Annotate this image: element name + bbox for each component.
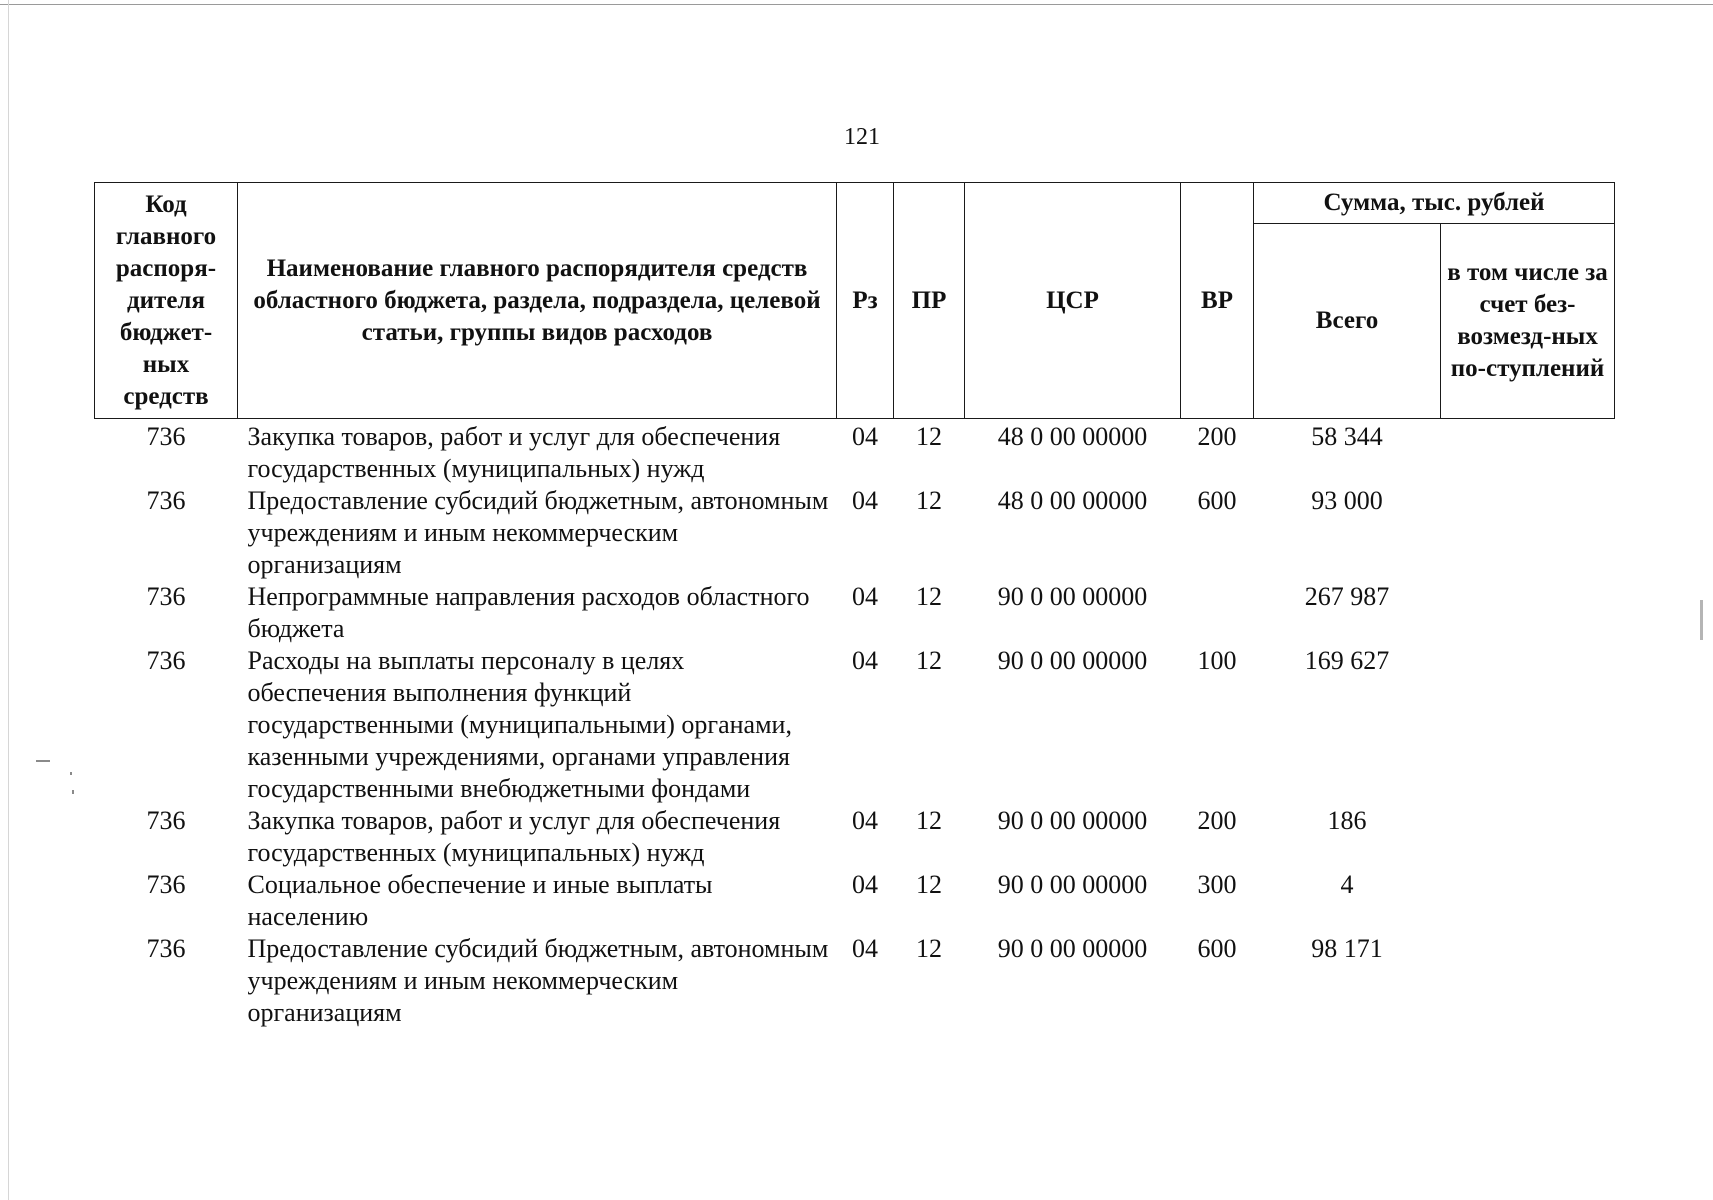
cell-name: Предоставление субсидий бюджетным, автономным учреждениям и иным некоммерческим организациям bbox=[247, 934, 829, 1027]
cell-rz: 04 bbox=[852, 486, 878, 515]
table-row bbox=[95, 869, 1615, 933]
cell-total: 4 bbox=[1340, 870, 1354, 899]
cell-rz: 04 bbox=[852, 646, 878, 675]
cell-name: Социальное обеспечение и иные выплаты населению bbox=[247, 870, 713, 931]
cell-total: 93 000 bbox=[1311, 486, 1383, 515]
cell-rz: 04 bbox=[852, 934, 878, 963]
cell-total: 267 987 bbox=[1304, 582, 1390, 611]
cell-total: 98 171 bbox=[1311, 934, 1383, 963]
cell-vr: 600 bbox=[1197, 934, 1237, 963]
cell-code: 736 bbox=[146, 806, 186, 835]
cell-csr: 48 0 00 00000 bbox=[997, 486, 1148, 515]
cell-csr: 48 0 00 00000 bbox=[997, 422, 1148, 451]
table-row bbox=[95, 805, 1615, 869]
header-name: Наименование главного распорядителя средств областного бюджета, раздела, подраздела, целевой статьи, группы видов расходов bbox=[238, 183, 837, 419]
header-sum-group: Сумма, тыс. рублей bbox=[1254, 183, 1615, 224]
cell-csr: 90 0 00 00000 bbox=[997, 934, 1148, 963]
cell-total: 169 627 bbox=[1304, 646, 1390, 675]
cell-csr: 90 0 00 00000 bbox=[997, 646, 1148, 675]
cell-incl bbox=[1441, 485, 1615, 581]
cell-incl bbox=[1441, 805, 1615, 869]
cell-rz: 04 bbox=[852, 806, 878, 835]
header-pr: ПР bbox=[894, 183, 965, 419]
cell-name: Непрограммные направления расходов областного бюджета bbox=[247, 582, 810, 643]
table-header bbox=[95, 183, 1615, 419]
cell-vr: 100 bbox=[1197, 646, 1237, 675]
cell-incl bbox=[1441, 869, 1615, 933]
cell-incl bbox=[1441, 581, 1615, 645]
cell-vr: 200 bbox=[1197, 422, 1237, 451]
header-vr: ВР bbox=[1181, 183, 1254, 419]
cell-rz: 04 bbox=[852, 582, 878, 611]
cell-pr: 12 bbox=[916, 870, 942, 899]
table-row bbox=[95, 581, 1615, 645]
cell-code: 736 bbox=[146, 646, 186, 675]
cell-vr: 200 bbox=[1197, 806, 1237, 835]
header-code: Код главного распоря-дителя бюджет-ных средств bbox=[95, 183, 238, 419]
cell-total: 186 bbox=[1327, 806, 1367, 835]
cell-code: 736 bbox=[146, 934, 186, 963]
cell-pr: 12 bbox=[916, 582, 942, 611]
scan-top-edge bbox=[0, 4, 1713, 5]
cell-vr: 300 bbox=[1197, 870, 1237, 899]
scan-artifact bbox=[72, 790, 74, 794]
cell-total: 58 344 bbox=[1311, 422, 1383, 451]
scan-left-edge bbox=[8, 0, 9, 1200]
cell-code: 736 bbox=[146, 582, 186, 611]
scan-artifact bbox=[36, 760, 50, 762]
cell-name: Закупка товаров, работ и услуг для обеспечения государственных (муниципальных) нужд bbox=[247, 422, 781, 483]
cell-pr: 12 bbox=[916, 646, 942, 675]
cell-name: Предоставление субсидий бюджетным, автономным учреждениям и иным некоммерческим организациям bbox=[247, 486, 829, 579]
table-row bbox=[95, 933, 1615, 1029]
cell-csr: 90 0 00 00000 bbox=[997, 870, 1148, 899]
header-total: Всего bbox=[1254, 224, 1441, 419]
cell-rz: 04 bbox=[852, 422, 878, 451]
header-incl: в том числе за счет без-возмезд-ных по-ступлений bbox=[1441, 224, 1615, 419]
cell-name: Закупка товаров, работ и услуг для обеспечения государственных (муниципальных) нужд bbox=[247, 806, 781, 867]
cell-pr: 12 bbox=[916, 806, 942, 835]
cell-code: 736 bbox=[146, 422, 186, 451]
cell-pr: 12 bbox=[916, 486, 942, 515]
cell-code: 736 bbox=[146, 870, 186, 899]
budget-table bbox=[94, 182, 1615, 1029]
cell-incl bbox=[1441, 645, 1615, 805]
table-row bbox=[95, 485, 1615, 581]
cell-pr: 12 bbox=[916, 934, 942, 963]
cell-csr: 90 0 00 00000 bbox=[997, 582, 1148, 611]
cell-vr bbox=[1181, 581, 1254, 645]
cell-incl bbox=[1441, 933, 1615, 1029]
cell-pr: 12 bbox=[916, 422, 942, 451]
cell-rz: 04 bbox=[852, 870, 878, 899]
cell-vr: 600 bbox=[1197, 486, 1237, 515]
page-number: 121 bbox=[844, 124, 880, 150]
scan-artifact bbox=[70, 772, 72, 775]
table-row bbox=[95, 419, 1615, 486]
header-csr: ЦСР bbox=[965, 183, 1181, 419]
cell-incl bbox=[1441, 419, 1615, 486]
header-rz: Рз bbox=[837, 183, 894, 419]
table-body bbox=[95, 419, 1615, 1030]
cell-name: Расходы на выплаты персоналу в целях обеспечения выполнения функций государственными (муниципальными) органами, казенными учреждениями, органами управления государственными внебюджетными фондами bbox=[247, 646, 792, 803]
scan-artifact bbox=[1700, 600, 1703, 640]
cell-code: 736 bbox=[146, 486, 186, 515]
table-row bbox=[95, 645, 1615, 805]
cell-csr: 90 0 00 00000 bbox=[997, 806, 1148, 835]
